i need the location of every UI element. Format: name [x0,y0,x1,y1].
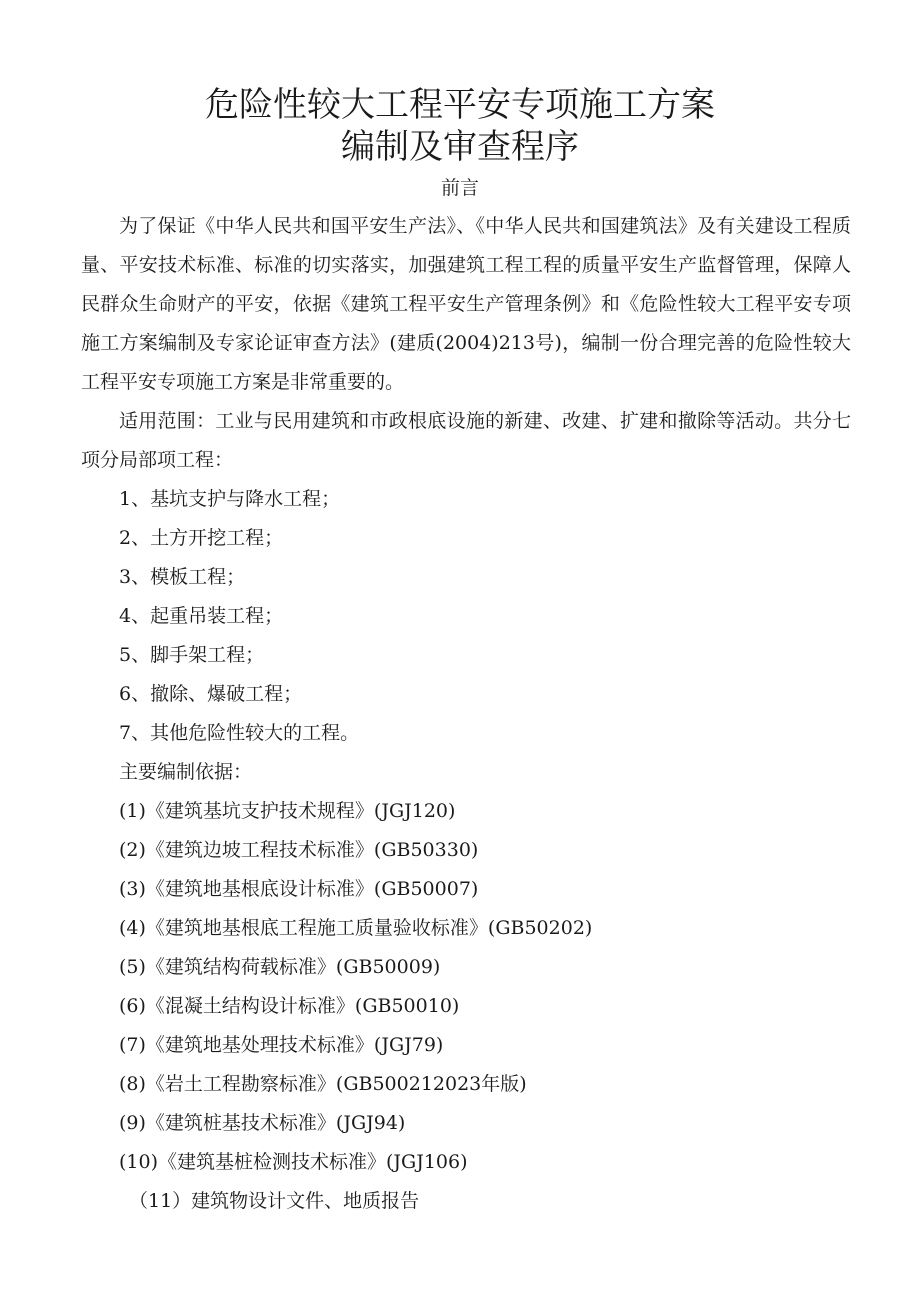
basis-item: （11）建筑物设计文件、地质报告 [129,1190,420,1212]
project-item: 4、起重吊装工程； [119,605,284,627]
project-item: 5、脚手架工程； [119,644,265,666]
document-title-line-1: 危险性较大工程平安专项施工方案 [205,85,715,125]
document-body [81,207,851,1221]
scope-paragraph: 适用范围：工业与民用建筑和市政根底设施的新建、改建、扩建和撤除等活动。共分七项分局部项工程： [81,410,851,471]
basis-item: (1)《建筑基坑支护技术规程》(JGJ120) [119,800,456,822]
project-item: 6、撤除、爆破工程； [119,683,303,705]
project-item: 3、模板工程； [119,566,246,588]
document-title-line-2: 编制及审查程序 [341,127,579,167]
intro-paragraph: 为了保证《中华人民共和国平安生产法》、《中华人民共和国建筑法》及有关建设工程质量、平安技术标准、标准的切实落实，加强建筑工程工程的质量平安生产监督管理，保障人民群众生命财产的平安，依据《建筑工程平安生产管理条例》和《危险性较大工程平安专项施工方案编制及专家论证审查方法》(建质(2004)213号)，编制一份合理完善的危险性较大工程平安专项施工方案是非常重要的。 [81,215,851,393]
project-item: 2、土方开挖工程； [119,527,284,549]
project-item: 7、其他危险性较大的工程。 [119,722,360,744]
basis-item: (2)《建筑边坡工程技术标准》(GB50330) [119,839,479,861]
basis-item: (8)《岩土工程勘察标准》(GB500212023年版) [119,1073,527,1095]
preface-heading: 前言 [440,177,479,199]
basis-item: (3)《建筑地基根底设计标准》(GB50007) [119,878,479,900]
basis-item: (7)《建筑地基处理技术标准》(JGJ79) [119,1034,444,1056]
basis-item: (5)《建筑结构荷载标准》(GB50009) [119,956,441,978]
basis-item: (10)《建筑基桩检测技术标准》(JGJ106) [119,1151,468,1173]
basis-item: (9)《建筑桩基技术标准》(JGJ94) [119,1112,406,1134]
basis-item: (6)《混凝土结构设计标准》(GB50010) [119,995,460,1017]
basis-heading: 主要编制依据： [119,761,253,783]
project-item: 1、基坑支护与降水工程； [119,488,341,510]
basis-item: (4)《建筑地基根底工程施工质量验收标准》(GB50202) [119,917,593,939]
